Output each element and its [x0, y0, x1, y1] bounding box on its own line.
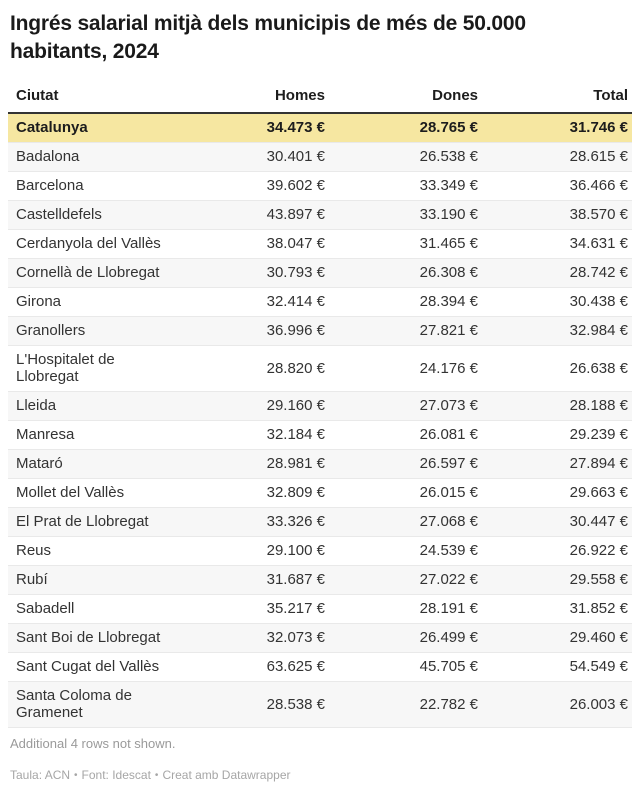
table-row — [8, 682, 632, 728]
dones-cell: 26.499 € — [325, 624, 478, 653]
homes-cell: 29.160 € — [183, 392, 325, 421]
chart-title: Ingrés salarial mitjà dels municipis de més de 50.000 habitants, 2024 — [10, 12, 526, 63]
table-row — [8, 346, 632, 392]
table-row — [8, 392, 632, 421]
city-cell: Mollet del Vallès — [8, 479, 183, 508]
homes-cell: 28.820 € — [183, 346, 325, 392]
city-cell: Girona — [8, 288, 183, 317]
table-row — [8, 508, 632, 537]
city-cell: Sabadell — [8, 595, 183, 624]
total-cell: 29.239 € — [478, 421, 632, 450]
city-cell: Sant Boi de Llobregat — [8, 624, 183, 653]
column-header-total: Total — [478, 82, 632, 113]
table-row — [8, 653, 632, 682]
dones-cell: 26.308 € — [325, 259, 478, 288]
dones-cell: 26.081 € — [325, 421, 478, 450]
total-cell: 29.460 € — [478, 624, 632, 653]
city-cell: L'Hospitalet de Llobregat — [8, 346, 183, 392]
total-cell: 36.466 € — [478, 172, 632, 201]
city-cell: Cerdanyola del Vallès — [8, 230, 183, 259]
total-cell: 26.922 € — [478, 537, 632, 566]
city-cell: Lleida — [8, 392, 183, 421]
header-row — [8, 82, 632, 113]
dones-cell: 45.705 € — [325, 653, 478, 682]
footer-datawrapper-link[interactable]: Creat amb Datawrapper — [162, 768, 291, 782]
city-cell: Badalona — [8, 143, 183, 172]
dones-cell: 33.349 € — [325, 172, 478, 201]
city-cell: Barcelona — [8, 172, 183, 201]
dones-cell: 27.022 € — [325, 566, 478, 595]
footer-table-credit: Taula: ACN — [10, 768, 71, 782]
total-cell: 28.742 € — [478, 259, 632, 288]
table-row — [8, 421, 632, 450]
total-cell: 27.894 € — [478, 450, 632, 479]
homes-cell: 31.687 € — [183, 566, 325, 595]
city-cell: Castelldefels — [8, 201, 183, 230]
table-row — [8, 450, 632, 479]
column-header-homes: Homes — [183, 82, 325, 113]
total-cell: 31.746 € — [478, 113, 632, 143]
table-row — [8, 259, 632, 288]
homes-cell: 30.793 € — [183, 259, 325, 288]
column-header-dones: Dones — [325, 82, 478, 113]
city-cell: Rubí — [8, 566, 183, 595]
total-cell: 54.549 € — [478, 653, 632, 682]
dones-cell: 31.465 € — [325, 230, 478, 259]
dones-cell: 24.176 € — [325, 346, 478, 392]
table-row — [8, 595, 632, 624]
homes-cell: 28.538 € — [183, 682, 325, 728]
homes-cell: 39.602 € — [183, 172, 325, 201]
city-cell: Santa Coloma de Gramenet — [8, 682, 183, 728]
table-row — [8, 288, 632, 317]
table-row — [8, 479, 632, 508]
table-row — [8, 317, 632, 346]
homes-cell: 34.473 € — [183, 113, 325, 143]
city-cell: Cornellà de Llobregat — [8, 259, 183, 288]
dones-cell: 26.015 € — [325, 479, 478, 508]
dones-cell: 27.821 € — [325, 317, 478, 346]
salary-table — [8, 82, 632, 728]
homes-cell: 32.414 € — [183, 288, 325, 317]
dones-cell: 22.782 € — [325, 682, 478, 728]
dones-cell: 28.394 € — [325, 288, 478, 317]
city-cell: Granollers — [8, 317, 183, 346]
homes-cell: 33.326 € — [183, 508, 325, 537]
homes-cell: 32.809 € — [183, 479, 325, 508]
dones-cell: 33.190 € — [325, 201, 478, 230]
footer-separator: • — [154, 770, 159, 781]
homes-cell: 32.184 € — [183, 421, 325, 450]
attribution-footer — [10, 768, 630, 783]
total-cell: 29.663 € — [478, 479, 632, 508]
homes-cell: 30.401 € — [183, 143, 325, 172]
rows-not-shown-note: Additional 4 rows not shown. — [10, 736, 176, 751]
homes-cell: 35.217 € — [183, 595, 325, 624]
dones-cell: 24.539 € — [325, 537, 478, 566]
city-cell: El Prat de Llobregat — [8, 508, 183, 537]
total-cell: 30.447 € — [478, 508, 632, 537]
homes-cell: 29.100 € — [183, 537, 325, 566]
dones-cell: 28.765 € — [325, 113, 478, 143]
table-body — [8, 113, 632, 728]
table-row — [8, 566, 632, 595]
table-row — [8, 537, 632, 566]
dones-cell: 27.073 € — [325, 392, 478, 421]
total-cell: 26.003 € — [478, 682, 632, 728]
dones-cell: 28.191 € — [325, 595, 478, 624]
table-row — [8, 172, 632, 201]
total-cell: 34.631 € — [478, 230, 632, 259]
city-cell: Reus — [8, 537, 183, 566]
total-cell: 26.638 € — [478, 346, 632, 392]
homes-cell: 32.073 € — [183, 624, 325, 653]
table-row — [8, 201, 632, 230]
city-cell: Sant Cugat del Vallès — [8, 653, 183, 682]
table-row — [8, 230, 632, 259]
footer-source: Font: Idescat — [81, 768, 151, 782]
table-row — [8, 624, 632, 653]
homes-cell: 36.996 € — [183, 317, 325, 346]
city-cell: Catalunya — [8, 113, 183, 143]
total-cell: 30.438 € — [478, 288, 632, 317]
city-cell: Mataró — [8, 450, 183, 479]
table-row — [8, 113, 632, 143]
homes-cell: 28.981 € — [183, 450, 325, 479]
total-cell: 31.852 € — [478, 595, 632, 624]
dones-cell: 26.538 € — [325, 143, 478, 172]
total-cell: 32.984 € — [478, 317, 632, 346]
homes-cell: 43.897 € — [183, 201, 325, 230]
homes-cell: 63.625 € — [183, 653, 325, 682]
dones-cell: 26.597 € — [325, 450, 478, 479]
city-cell: Manresa — [8, 421, 183, 450]
total-cell: 28.188 € — [478, 392, 632, 421]
homes-cell: 38.047 € — [183, 230, 325, 259]
total-cell: 28.615 € — [478, 143, 632, 172]
footer-separator: • — [74, 770, 78, 781]
total-cell: 38.570 € — [478, 201, 632, 230]
table-row — [8, 143, 632, 172]
dones-cell: 27.068 € — [325, 508, 478, 537]
column-header-ciutat: Ciutat — [8, 82, 183, 113]
total-cell: 29.558 € — [478, 566, 632, 595]
